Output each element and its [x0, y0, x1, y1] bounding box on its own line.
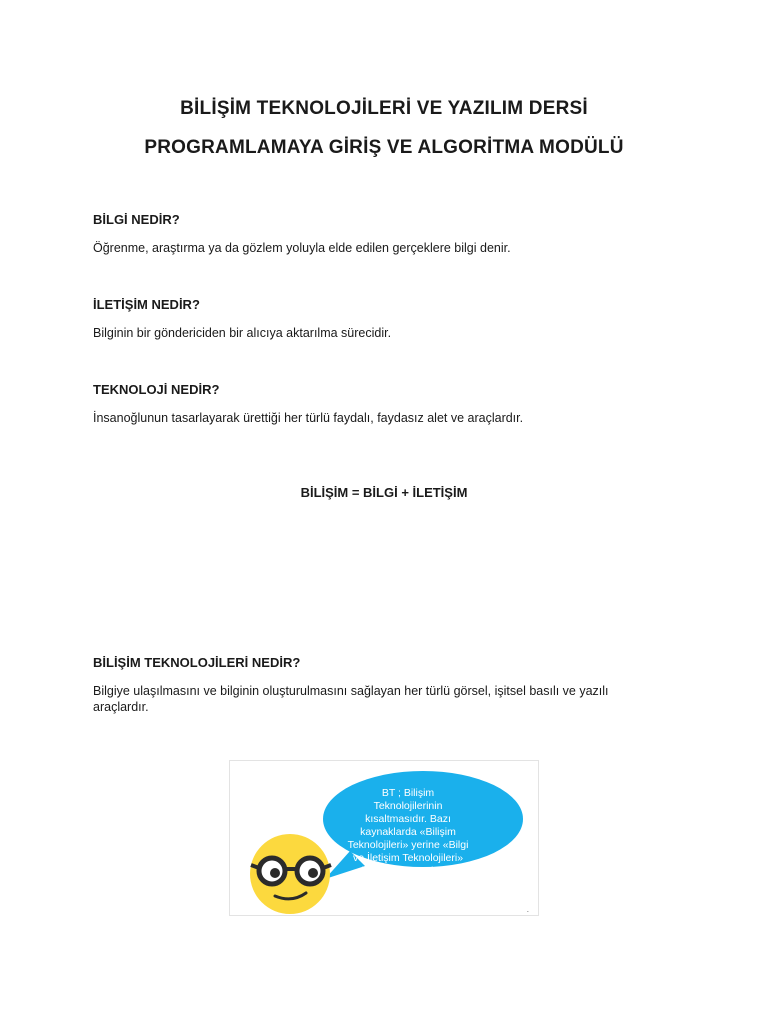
- bt-info-figure: [229, 760, 539, 916]
- bubble-line: BT ; Bilişim: [381, 787, 435, 799]
- document-title-line-2: PROGRAMLAMAYA GİRİŞ VE ALGORİTMA MODÜLÜ: [144, 137, 624, 158]
- section-heading-iletisim: İLETİŞİM NEDİR?: [93, 297, 200, 312]
- section-text-iletisim: Bilginin bir göndericiden bir alıcıya aktarılma sürecidir.: [93, 326, 392, 340]
- bubble-line: kaynaklarda «Bilişim: [360, 826, 456, 838]
- bubble-line: Teknolojileri» yerine «Bilgi: [347, 839, 469, 851]
- document-title-line-1: BİLİŞİM TEKNOLOJİLERİ VE YAZILIM DERSİ: [180, 98, 588, 119]
- figure-dot-mark: .: [526, 905, 529, 914]
- section-text-bilgi: Öğrenme, araştırma ya da gözlem yoluyla elde edilen gerçeklere bilgi denir.: [93, 241, 511, 255]
- section-text-teknoloji: İnsanoğlunun tasarlayarak ürettiği her türlü faydalı, faydasız alet ve araçlardır.: [93, 411, 524, 425]
- section-heading-teknoloji: TEKNOLOJİ NEDİR?: [93, 382, 220, 397]
- section-text-bilisim-teknolojileri: Bilgiye ulaşılmasını ve bilginin oluşturulmasını sağlayan her türlü görsel, işitsel basılı ve yazılı araçlardır.: [93, 684, 609, 714]
- bubble-text: [343, 787, 473, 878]
- section-heading-bilisim-teknolojileri: BİLİŞİM TEKNOLOJİLERİ NEDİR?: [93, 655, 301, 670]
- bubble-line: Teknolojilerinin: [373, 800, 443, 812]
- section-heading-bilgi: BİLGİ NEDİR?: [93, 212, 180, 227]
- bubble-line: kısaltmasıdır. Bazı: [365, 813, 451, 825]
- bubble-line: ve İletişim Teknolojileri»: [352, 852, 464, 864]
- bubble-line: de kullanılmış olabilir.: [358, 865, 458, 877]
- bilisim-formula: BİLİŞİM = BİLGİ + İLETİŞİM: [300, 485, 468, 500]
- nerd-face-emoji-icon: [250, 834, 331, 914]
